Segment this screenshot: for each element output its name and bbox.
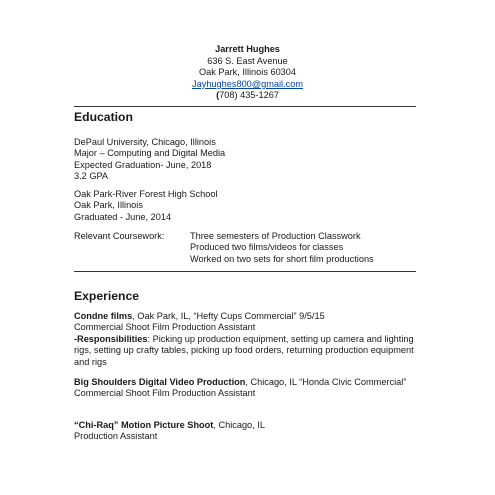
company-name: Big Shoulders Digital Video Production: [74, 377, 246, 387]
coursework-list: [190, 231, 374, 265]
phone-number: [0, 90, 495, 102]
experience-entry-3: [74, 420, 424, 443]
job-role: Production Assistant: [74, 431, 158, 442]
company-name: “Chi-Raq” Motion Picture Shoot: [74, 420, 214, 430]
phone-prefix: (: [216, 90, 220, 101]
education-heading: Education: [74, 110, 133, 124]
college-line: Major – Computing and Digital Media: [74, 148, 226, 159]
coursework-item: Worked on two sets for short film productions: [190, 253, 374, 264]
college-line: Expected Graduation- June, 2018: [74, 159, 212, 170]
job-details: , Chicago, IL “Honda Civic Commercial”: [245, 377, 407, 387]
address-line-2: Oak Park, Illinois 60304: [198, 67, 297, 78]
email-link[interactable]: Jayhughes800@gmail.com: [192, 78, 303, 89]
education-divider: [74, 271, 416, 272]
coursework-item: Produced two films/videos for classes: [190, 242, 344, 253]
college-block: [74, 137, 225, 183]
coursework-label: Relevant Coursework:: [74, 231, 165, 241]
job-details: , Oak Park, IL, “Hefty Cups Commercial” 9/5/15: [132, 311, 325, 321]
college-line: 3.2 GPA: [74, 171, 109, 182]
coursework-item: Three semesters of Production Classwork: [190, 231, 361, 241]
phone-rest: 708) 435-1267: [219, 90, 279, 101]
job-role: Commercial Shoot Film Production Assistant: [74, 322, 256, 333]
company-name: Condne films: [74, 311, 133, 321]
highschool-line: Oak Park-River Forest High School: [74, 189, 218, 199]
candidate-name: Jarrett Hughes: [215, 44, 280, 54]
highschool-block: [74, 189, 217, 223]
college-line: DePaul University, Chicago, Illinois: [74, 137, 216, 147]
header-divider: [74, 106, 416, 107]
responsibilities-label: -Responsibilities: [74, 333, 148, 344]
highschool-line: Graduated - June, 2014: [74, 211, 172, 222]
contact-header: [0, 44, 495, 102]
address-line-1: 636 S. East Avenue: [207, 55, 288, 66]
job-details: , Chicago, IL: [213, 420, 265, 430]
highschool-line: Oak Park, Illinois: [74, 200, 143, 211]
responsibilities-text: : Picking up production equipment, setting up camera and lighting rigs, setting up crafty tables, picking up food orders, returning production equipment and rigs: [74, 333, 414, 367]
job-role: Commercial Shoot Film Production Assistant: [74, 388, 256, 399]
experience-heading: Experience: [74, 289, 140, 303]
experience-entry-2: [74, 377, 424, 400]
experience-entry-1: [74, 311, 424, 368]
